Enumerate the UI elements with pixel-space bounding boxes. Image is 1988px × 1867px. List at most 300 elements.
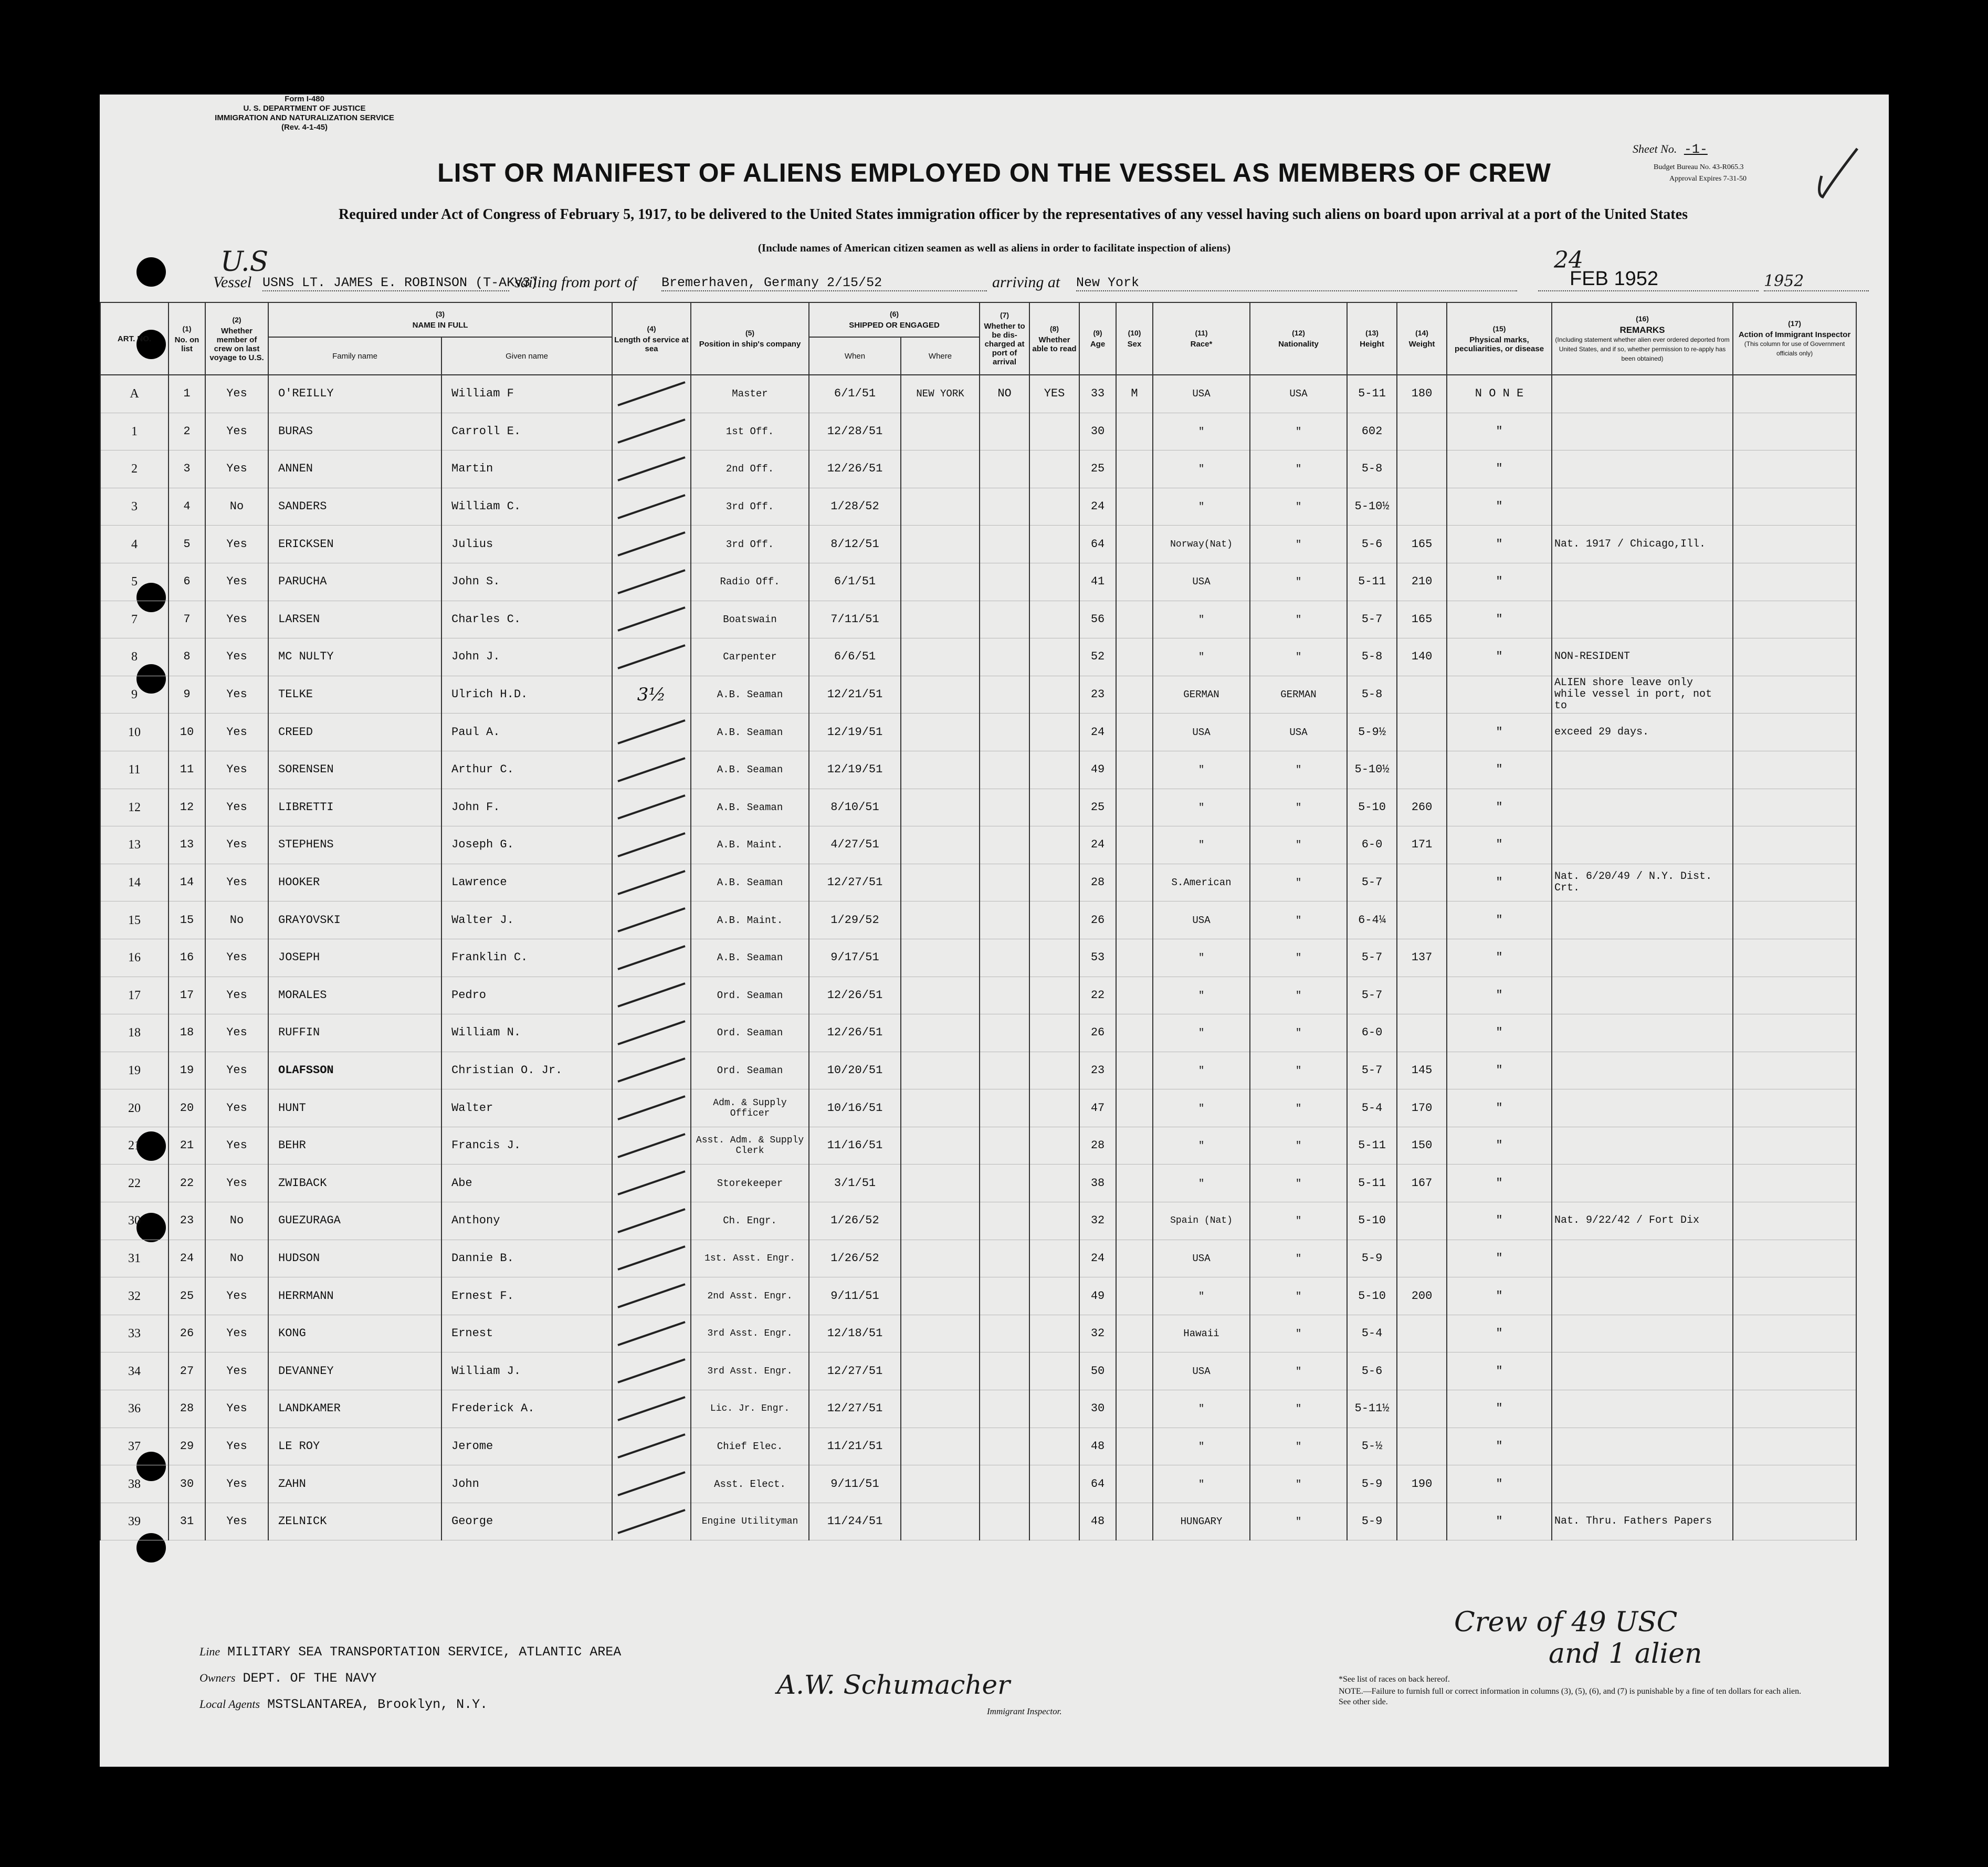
able-to-read-cell — [1029, 1240, 1079, 1277]
able-to-read-cell — [1029, 1503, 1079, 1540]
discharged-cell — [980, 488, 1029, 526]
remarks-cell — [1552, 1390, 1733, 1428]
length-of-service-cell — [612, 1503, 691, 1540]
shipped-where-cell — [901, 413, 980, 450]
crew-table — [100, 302, 1857, 1540]
art-number-cell: 9 — [100, 676, 169, 714]
shipped-where-cell: NEW YORK — [901, 375, 980, 413]
service-tick-mark — [615, 1355, 688, 1387]
vessel-label: Vessel — [213, 274, 252, 291]
given-name-cell: Paul A. — [441, 714, 612, 751]
list-number-cell: 7 — [169, 601, 205, 638]
nationality-cell: " — [1250, 1352, 1347, 1390]
physical-marks-cell: " — [1447, 1315, 1552, 1352]
remarks-cell — [1552, 1014, 1733, 1052]
remarks-cell — [1552, 1428, 1733, 1465]
shipped-when-cell: 4/27/51 — [809, 826, 901, 864]
inspector-action-cell — [1733, 450, 1856, 488]
last-voyage-cell: Yes — [205, 977, 268, 1014]
arrival-date-stamp: FEB 1952 — [1538, 268, 1759, 291]
last-voyage-cell: Yes — [205, 1165, 268, 1202]
service-tick-mark — [615, 1017, 688, 1048]
list-number-cell: 9 — [169, 676, 205, 714]
able-to-read-cell — [1029, 1052, 1079, 1089]
race-cell: Norway(Nat) — [1153, 526, 1250, 563]
service-tick-mark — [615, 1468, 688, 1499]
art-number-cell: 31 — [100, 1240, 169, 1277]
list-number-cell: 10 — [169, 714, 205, 751]
art-number-cell: 36 — [100, 1390, 169, 1428]
service-tick-mark — [615, 791, 688, 823]
height-cell: 5-9 — [1347, 1240, 1397, 1277]
shipped-where-cell — [901, 488, 980, 526]
able-to-read-cell — [1029, 1390, 1079, 1428]
remarks-cell — [1552, 1052, 1733, 1089]
able-to-read-cell — [1029, 638, 1079, 676]
family-name-cell: SANDERS — [268, 488, 441, 526]
revision: (Rev. 4-1-45) — [281, 123, 328, 132]
physical-marks-cell: " — [1447, 1165, 1552, 1202]
list-number-cell: 28 — [169, 1390, 205, 1428]
inspector-action-cell — [1733, 714, 1856, 751]
able-to-read-cell — [1029, 450, 1079, 488]
discharged-cell: NO — [980, 375, 1029, 413]
last-voyage-cell: Yes — [205, 1428, 268, 1465]
shipped-when-cell: 12/26/51 — [809, 450, 901, 488]
able-to-read-cell — [1029, 676, 1079, 714]
header-family-name: Family name — [268, 337, 441, 375]
height-cell: 5-11 — [1347, 375, 1397, 413]
race-cell: " — [1153, 826, 1250, 864]
weight-cell: 150 — [1397, 1127, 1447, 1165]
shipped-where-cell — [901, 563, 980, 601]
given-name-cell: William F — [441, 375, 612, 413]
table-row — [100, 638, 1856, 676]
service-tick-mark — [615, 979, 688, 1011]
last-voyage-cell: Yes — [205, 450, 268, 488]
length-of-service-cell — [612, 1240, 691, 1277]
header-list-no: (1) No. on list — [169, 302, 205, 375]
nationality-cell: " — [1250, 1390, 1347, 1428]
able-to-read-cell — [1029, 601, 1079, 638]
list-number-cell: 12 — [169, 789, 205, 826]
given-name-cell: John — [441, 1465, 612, 1503]
agents-value: MSTSLANTAREA, Brooklyn, N.Y. — [267, 1697, 488, 1712]
position-cell: 1st Off. — [691, 413, 809, 450]
shipped-when-cell: 8/12/51 — [809, 526, 901, 563]
position-cell: Asst. Elect. — [691, 1465, 809, 1503]
table-row — [100, 977, 1856, 1014]
last-voyage-cell: Yes — [205, 563, 268, 601]
discharged-cell — [980, 1465, 1029, 1503]
shipped-when-cell: 12/19/51 — [809, 714, 901, 751]
remarks-cell — [1552, 826, 1733, 864]
list-number-cell: 11 — [169, 751, 205, 789]
header-inspector-action: (17) Action of Immigrant Inspector (This column for use of Government officials only) — [1733, 302, 1856, 375]
art-number-cell: 2 — [100, 450, 169, 488]
inspector-action-cell — [1733, 977, 1856, 1014]
height-cell: 5-9 — [1347, 1503, 1397, 1540]
length-of-service-cell — [612, 1052, 691, 1089]
weight-cell — [1397, 1428, 1447, 1465]
physical-marks-cell: " — [1447, 939, 1552, 977]
able-to-read-cell — [1029, 864, 1079, 901]
sex-cell — [1116, 1277, 1153, 1315]
shipped-when-cell: 9/11/51 — [809, 1465, 901, 1503]
inspector-action-cell — [1733, 1240, 1856, 1277]
length-of-service-cell: 3½ — [612, 676, 691, 714]
service-tick-mark — [615, 1054, 688, 1086]
shipped-when-cell: 12/21/51 — [809, 676, 901, 714]
inspector-action-cell — [1733, 1014, 1856, 1052]
sex-cell — [1116, 1202, 1153, 1240]
able-to-read-cell — [1029, 1014, 1079, 1052]
nationality-cell: " — [1250, 1165, 1347, 1202]
shipped-where-cell — [901, 601, 980, 638]
department: U. S. DEPARTMENT OF JUSTICE — [243, 104, 366, 113]
able-to-read-cell — [1029, 1428, 1079, 1465]
race-cell: " — [1153, 1165, 1250, 1202]
service-tick-mark — [615, 415, 688, 447]
nationality-cell: " — [1250, 488, 1347, 526]
header-able-read: (8) Whether able to read — [1029, 302, 1079, 375]
able-to-read-cell — [1029, 1465, 1079, 1503]
position-cell: Ch. Engr. — [691, 1202, 809, 1240]
shipped-when-cell: 9/11/51 — [809, 1277, 901, 1315]
given-name-cell: William C. — [441, 488, 612, 526]
shipped-when-cell: 11/16/51 — [809, 1127, 901, 1165]
shipped-where-cell — [901, 1165, 980, 1202]
position-cell: 2nd Off. — [691, 450, 809, 488]
race-cell: " — [1153, 1277, 1250, 1315]
nationality-cell: USA — [1250, 375, 1347, 413]
shipped-when-cell: 11/21/51 — [809, 1428, 901, 1465]
table-row — [100, 1014, 1856, 1052]
family-name-cell: MC NULTY — [268, 638, 441, 676]
sex-cell — [1116, 1315, 1153, 1352]
art-number-cell: 10 — [100, 714, 169, 751]
remarks-cell — [1552, 901, 1733, 939]
sex-cell — [1116, 1465, 1153, 1503]
header-length-service: (4) Length of service at sea — [612, 302, 691, 375]
list-number-cell: 21 — [169, 1127, 205, 1165]
able-to-read-cell — [1029, 488, 1079, 526]
race-cell: Spain (Nat) — [1153, 1202, 1250, 1240]
family-name-cell: BEHR — [268, 1127, 441, 1165]
age-cell: 25 — [1079, 450, 1116, 488]
document-title: LIST OR MANIFEST OF ALIENS EMPLOYED ON THE VESSEL AS MEMBERS OF CREW — [437, 158, 1551, 187]
shipped-where-cell — [901, 1277, 980, 1315]
sex-cell — [1116, 1052, 1153, 1089]
length-of-service-cell — [612, 1202, 691, 1240]
height-cell: 5-7 — [1347, 977, 1397, 1014]
inspector-action-cell — [1733, 1277, 1856, 1315]
discharged-cell — [980, 1089, 1029, 1127]
art-number-cell: 19 — [100, 1052, 169, 1089]
given-name-cell: Christian O. Jr. — [441, 1052, 612, 1089]
shipped-when-cell: 6/1/51 — [809, 563, 901, 601]
race-cell: " — [1153, 1390, 1250, 1428]
table-row — [100, 939, 1856, 977]
sex-cell — [1116, 826, 1153, 864]
art-number-cell: 18 — [100, 1014, 169, 1052]
nationality-cell: " — [1250, 638, 1347, 676]
height-cell: 5-10½ — [1347, 488, 1397, 526]
list-number-cell: 8 — [169, 638, 205, 676]
header-age: (9) Age — [1079, 302, 1116, 375]
given-name-cell: Charles C. — [441, 601, 612, 638]
position-cell: Ord. Seaman — [691, 1052, 809, 1089]
family-name-cell: LANDKAMER — [268, 1390, 441, 1428]
position-cell: Ord. Seaman — [691, 1014, 809, 1052]
length-of-service-cell — [612, 1127, 691, 1165]
race-cell: " — [1153, 413, 1250, 450]
line-field: Line MILITARY SEA TRANSPORTATION SERVICE, ATLANTIC AREA — [199, 1644, 622, 1660]
sex-cell — [1116, 488, 1153, 526]
physical-marks-cell: " — [1447, 1465, 1552, 1503]
remarks-cell — [1552, 1165, 1733, 1202]
physical-marks-cell: " — [1447, 1052, 1552, 1089]
physical-marks-cell: " — [1447, 826, 1552, 864]
age-cell: 52 — [1079, 638, 1116, 676]
last-voyage-cell: Yes — [205, 526, 268, 563]
nationality-cell: " — [1250, 1089, 1347, 1127]
departure-port: Bremerhaven, Germany 2/15/52 — [661, 275, 987, 291]
shipped-where-cell — [901, 1390, 980, 1428]
us-handwritten: U.S — [220, 246, 269, 278]
age-cell: 53 — [1079, 939, 1116, 977]
height-cell: 6-0 — [1347, 1014, 1397, 1052]
shipped-where-cell — [901, 1465, 980, 1503]
service-tick-mark — [615, 754, 688, 785]
height-cell: 5-7 — [1347, 1052, 1397, 1089]
position-cell: A.B. Seaman — [691, 751, 809, 789]
list-number-cell: 6 — [169, 563, 205, 601]
art-number-cell: 21 — [100, 1127, 169, 1165]
inspector-action-cell — [1733, 826, 1856, 864]
table-row — [100, 601, 1856, 638]
header-last-voyage: (2) Whether member of crew on last voyage to U.S. — [205, 302, 268, 375]
shipped-when-cell: 6/6/51 — [809, 638, 901, 676]
given-name-cell: Martin — [441, 450, 612, 488]
last-voyage-cell: Yes — [205, 638, 268, 676]
last-voyage-cell: Yes — [205, 1503, 268, 1540]
weight-cell: 145 — [1397, 1052, 1447, 1089]
header-nationality: (12) Nationality — [1250, 302, 1347, 375]
last-voyage-cell: No — [205, 901, 268, 939]
sheet-value: -1- — [1684, 142, 1708, 157]
crew-table-body — [100, 375, 1856, 1540]
table-row — [100, 826, 1856, 864]
able-to-read-cell — [1029, 1315, 1079, 1352]
art-number-cell: A — [100, 375, 169, 413]
list-number-cell: 22 — [169, 1165, 205, 1202]
family-name-cell: HERRMANN — [268, 1277, 441, 1315]
table-row — [100, 413, 1856, 450]
art-number-cell: 30 — [100, 1202, 169, 1240]
given-name-cell: Arthur C. — [441, 751, 612, 789]
nationality-cell: " — [1250, 450, 1347, 488]
list-number-cell: 14 — [169, 864, 205, 901]
race-cell: Hawaii — [1153, 1315, 1250, 1352]
last-voyage-cell: Yes — [205, 601, 268, 638]
list-number-cell: 1 — [169, 375, 205, 413]
position-cell: 3rd Asst. Engr. — [691, 1315, 809, 1352]
shipped-where-cell — [901, 676, 980, 714]
race-cell: HUNGARY — [1153, 1503, 1250, 1540]
legal-requirement: Required under Act of Congress of February 5, 1917, to be delivered to the United States immigration officer by the representatives of any vessel having such aliens on board upon arrival at a port of the United States — [339, 206, 1688, 223]
weight-cell — [1397, 864, 1447, 901]
list-number-cell: 3 — [169, 450, 205, 488]
length-of-service-cell — [612, 375, 691, 413]
race-cell: USA — [1153, 563, 1250, 601]
list-number-cell: 16 — [169, 939, 205, 977]
table-row — [100, 1202, 1856, 1240]
last-voyage-cell: Yes — [205, 789, 268, 826]
given-name-cell: Ernest — [441, 1315, 612, 1352]
given-name-cell: John F. — [441, 789, 612, 826]
physical-marks-cell: " — [1447, 526, 1552, 563]
sex-cell — [1116, 563, 1153, 601]
sex-cell — [1116, 1428, 1153, 1465]
nationality-cell: " — [1250, 751, 1347, 789]
shipped-where-cell — [901, 1503, 980, 1540]
physical-marks-cell: " — [1447, 1089, 1552, 1127]
header-when: When — [809, 337, 901, 375]
physical-marks-cell: " — [1447, 1127, 1552, 1165]
shipped-where-cell — [901, 901, 980, 939]
remarks-cell — [1552, 601, 1733, 638]
shipped-when-cell: 11/24/51 — [809, 1503, 901, 1540]
inspector-action-cell — [1733, 1052, 1856, 1089]
family-name-cell: DEVANNEY — [268, 1352, 441, 1390]
race-cell: " — [1153, 977, 1250, 1014]
length-of-service-cell — [612, 826, 691, 864]
length-of-service-cell — [612, 1089, 691, 1127]
art-number-cell: 5 — [100, 563, 169, 601]
agents-field: Local Agents MSTSLANTAREA, Brooklyn, N.Y. — [199, 1697, 488, 1712]
inspector-action-cell — [1733, 488, 1856, 526]
table-row — [100, 1052, 1856, 1089]
shipped-when-cell: 3/1/51 — [809, 1165, 901, 1202]
given-name-cell: William N. — [441, 1014, 612, 1052]
position-cell: A.B. Seaman — [691, 939, 809, 977]
discharged-cell — [980, 1127, 1029, 1165]
shipped-when-cell: 12/27/51 — [809, 1352, 901, 1390]
discharged-cell — [980, 864, 1029, 901]
nationality-cell: " — [1250, 1052, 1347, 1089]
last-voyage-cell: No — [205, 488, 268, 526]
table-row — [100, 1127, 1856, 1165]
list-number-cell: 20 — [169, 1089, 205, 1127]
position-cell: A.B. Maint. — [691, 826, 809, 864]
family-name-cell: ERICKSEN — [268, 526, 441, 563]
last-voyage-cell: Yes — [205, 1277, 268, 1315]
remarks-cell: Nat. 1917 / Chicago,Ill. — [1552, 526, 1733, 563]
age-cell: 23 — [1079, 1052, 1116, 1089]
header-given-name: Given name — [441, 337, 612, 375]
vessel-name: USNS LT. JAMES E. ROBINSON (T-AKV3) — [262, 275, 539, 290]
family-name-cell: JOSEPH — [268, 939, 441, 977]
given-name-cell: Lawrence — [441, 864, 612, 901]
list-number-cell: 25 — [169, 1277, 205, 1315]
given-name-cell: Anthony — [441, 1202, 612, 1240]
last-voyage-cell: Yes — [205, 939, 268, 977]
list-number-cell: 2 — [169, 413, 205, 450]
crew-table-container — [100, 302, 1889, 1733]
length-of-service-cell — [612, 601, 691, 638]
family-name-cell: KONG — [268, 1315, 441, 1352]
discharged-cell — [980, 526, 1029, 563]
remarks-cell — [1552, 413, 1733, 450]
length-of-service-cell — [612, 901, 691, 939]
nationality-cell: " — [1250, 977, 1347, 1014]
approval-expiry: Approval Expires 7-31-50 — [1669, 175, 1747, 183]
sex-cell — [1116, 789, 1153, 826]
family-name-cell: HUDSON — [268, 1240, 441, 1277]
given-name-cell: Julius — [441, 526, 612, 563]
last-voyage-cell: Yes — [205, 714, 268, 751]
age-cell: 28 — [1079, 1127, 1116, 1165]
last-voyage-cell: Yes — [205, 1127, 268, 1165]
shipped-when-cell: 12/27/51 — [809, 1390, 901, 1428]
position-cell: A.B. Seaman — [691, 789, 809, 826]
physical-marks-cell: " — [1447, 638, 1552, 676]
sex-cell — [1116, 939, 1153, 977]
sex-cell — [1116, 1127, 1153, 1165]
position-cell: Storekeeper — [691, 1165, 809, 1202]
discharged-cell — [980, 601, 1029, 638]
nationality-cell: " — [1250, 864, 1347, 901]
art-number-cell: 32 — [100, 1277, 169, 1315]
able-to-read-cell — [1029, 1165, 1079, 1202]
shipped-where-cell — [901, 1202, 980, 1240]
nationality-cell: " — [1250, 1014, 1347, 1052]
remarks-cell: NON-RESIDENT — [1552, 638, 1733, 676]
nationality-cell: " — [1250, 601, 1347, 638]
shipped-where-cell — [901, 939, 980, 977]
weight-cell: 180 — [1397, 375, 1447, 413]
height-cell: 6-4¼ — [1347, 901, 1397, 939]
shipped-when-cell: 12/26/51 — [809, 977, 901, 1014]
arrival-year: 1952 — [1764, 272, 1869, 291]
remarks-cell: exceed 29 days. — [1552, 714, 1733, 751]
position-cell: 2nd Asst. Engr. — [691, 1277, 809, 1315]
given-name-cell: Joseph G. — [441, 826, 612, 864]
remarks-cell: Nat. 6/20/49 / N.Y. Dist. Crt. — [1552, 864, 1733, 901]
art-number-cell: 16 — [100, 939, 169, 977]
position-cell: Master — [691, 375, 809, 413]
shipped-when-cell: 10/20/51 — [809, 1052, 901, 1089]
table-row — [100, 563, 1856, 601]
header-shipped: (6) SHIPPED OR ENGAGED — [809, 302, 980, 337]
length-of-service-cell — [612, 1390, 691, 1428]
age-cell: 32 — [1079, 1315, 1116, 1352]
table-row — [100, 1428, 1856, 1465]
header-name: (3) NAME IN FULL — [268, 302, 612, 337]
service-tick-mark — [615, 491, 688, 522]
last-voyage-cell: Yes — [205, 1390, 268, 1428]
given-name-cell: Jerome — [441, 1428, 612, 1465]
remarks-cell — [1552, 751, 1733, 789]
table-row — [100, 714, 1856, 751]
inspector-action-cell — [1733, 789, 1856, 826]
last-voyage-cell: Yes — [205, 375, 268, 413]
art-number-cell: 1 — [100, 413, 169, 450]
age-cell: 30 — [1079, 413, 1116, 450]
list-number-cell: 31 — [169, 1503, 205, 1540]
race-cell: " — [1153, 751, 1250, 789]
